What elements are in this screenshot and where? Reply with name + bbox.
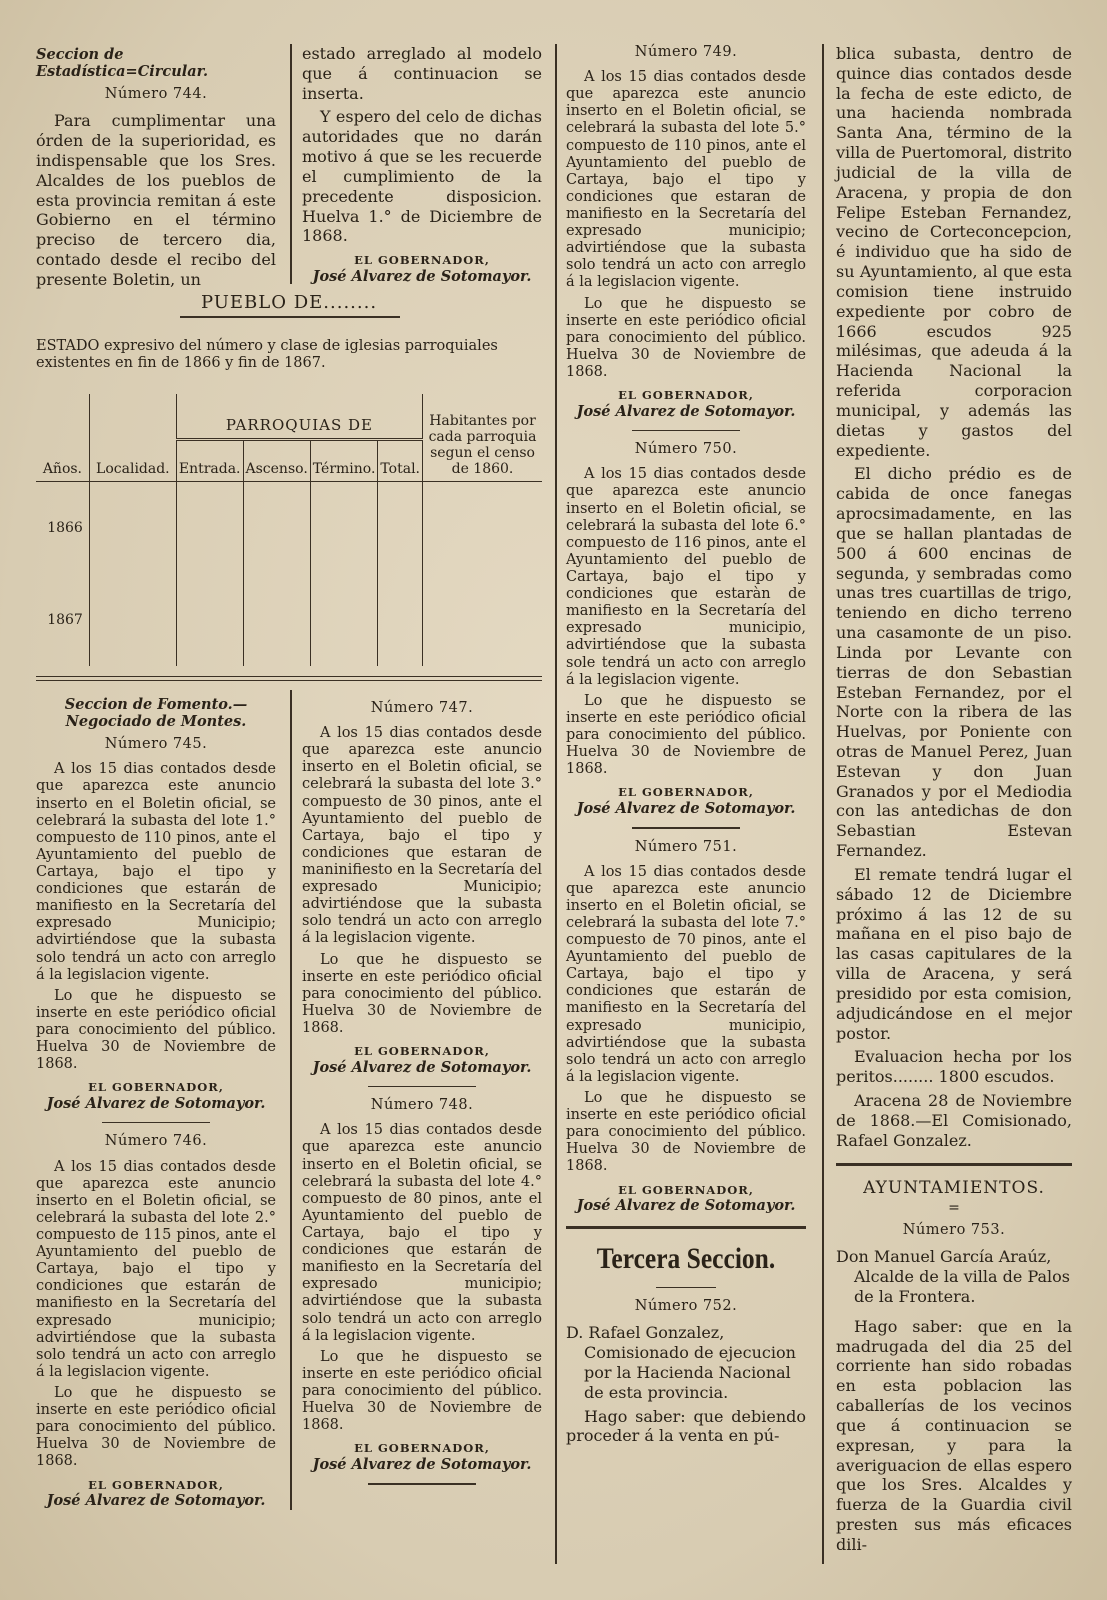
notice-text: Lo que he dispuesto se inserte en este periódico oficial para conocimiento del público. Huelva 30 de Noviembre de 1868. — [302, 951, 542, 1036]
column-rule — [290, 690, 292, 1510]
notice-text: Hago saber: que debiendo proceder á la venta en pú- — [566, 1406, 806, 1446]
governor-title: EL GOBERNADOR, — [618, 388, 754, 403]
governor-name: José Alvarez de Sotomayor. — [46, 1094, 266, 1112]
divider — [632, 827, 740, 829]
divider — [102, 1122, 210, 1124]
governor-title: EL GOBERNADOR, — [354, 1441, 490, 1456]
table-cell — [243, 574, 310, 666]
governor-name: José Alvarez de Sotomayor. — [576, 402, 796, 420]
table-bottom-rule — [36, 676, 542, 681]
table-cell — [243, 482, 310, 575]
notice-text: Lo que he dispuesto se inserte en este periódico oficial para conocimiento del público. Huelva 30 de Noviembre de 1868. — [566, 295, 806, 380]
divider — [368, 1483, 476, 1485]
section-divider — [836, 1163, 1072, 1166]
col-header-anos: Años. — [36, 394, 89, 482]
col-header-localidad: Localidad. — [89, 394, 176, 482]
governor-title: EL GOBERNADOR, — [88, 1080, 224, 1095]
column-4 — [836, 44, 1072, 1559]
divider — [632, 430, 740, 432]
governor-title: EL GOBERNADOR, — [88, 1477, 224, 1492]
column-2-bottom — [302, 694, 542, 1495]
table-cell — [89, 574, 176, 666]
section-title: Tercera Seccion. — [596, 1242, 776, 1276]
divider — [368, 1086, 476, 1088]
col-header-entrada: Entrada. — [176, 439, 243, 481]
table-cell — [310, 482, 378, 575]
notice-text: A los 15 dias contados desde que aparezca este anuncio inserto en el Boletin oficial, se celebrará la subasta del lote 2.° compuesto de 115 pinos, ante el Ayuntamiento del pueblo de Cartaya, bajo el tipo y condiciones que estarán de manifiesto en la Secretaría del expresado municipio; advirtiéndose que la subasta solo tendrá un acto con arreglo á la legislacion vigente. — [36, 1158, 276, 1380]
notice-number: Número 751. — [634, 838, 738, 855]
notice-text: A los 15 dias contados desde que aparezca este anuncio inserto en el Boletin oficial, se celebrará la subasta del lote 6.° compuesto de 116 pinos, ante el Ayuntamiento del pueblo de Cartaya, bajo el tipo y condiciones que estaràn de manifiesto en la Secretaría del expresado municipio, advirtiéndose que la subasta sole tendrá un acto con arreglo á la legislacion vigente. — [566, 466, 806, 688]
notice-text: A los 15 dias contados desde que aparezca este anuncio inserto en el Boletin oficial, se celebrará la subasta del lote 4.° compuesto de 80 pinos, ante el Ayuntamiento del pueblo de Cartaya, bajo el tipo y condiciones que estarán de manifiesto en la Secretaría del expresado municipio; advirtiéndose que la subasta solo tendrá un acto con arreglo á la legislacion vigente. — [302, 1122, 542, 1344]
governor-title: EL GOBERNADOR, — [618, 1182, 754, 1197]
section-divider — [566, 1226, 806, 1229]
notice-number: Número 747. — [370, 700, 474, 716]
governor-name: José Alvarez de Sotomayor. — [46, 1492, 266, 1510]
notice-number: Número 749. — [634, 44, 738, 60]
table-cell — [378, 482, 423, 575]
notice-text: estado arreglado al modelo que á continuacion se inserta. — [302, 44, 542, 103]
notice-text: Lo que he dispuesto se inserte en este periódico oficial para conocimiento del público. Huelva 30 de Noviembre de 1868. — [36, 987, 276, 1073]
notice-text: El dicho prédio es de cabida de once fanegas aprocsimadamente, en las que se hallan plantadas de 500 á 600 encinas de segunda, y sembradas como unas tres cuartillas de trigo, teniendo en dicho terreno una casamonte de un piso. Linda por Levante con tierras de don Sebastian Esteban Fernandez, por el Norte con la ribera de las Huelvas, por Poniente con otras de Manuel Perez, Juan Estevan y don Juan Granados y por el Mediodia con las antedichas de don Sebastian Estevan Fernandez. — [836, 464, 1072, 861]
table-caption: ESTADO expresivo del número y clase de iglesias parroquiales existentes en fin de 1866 y fin de 1867. — [36, 338, 498, 372]
column-rule — [555, 44, 557, 1564]
section-heading: Seccion de Fomento.—Negociado de Montes. — [64, 696, 248, 731]
notice-text: Para cumplimentar una órden de la superioridad, es indispensable que los Sres. Alcaldes de los pueblos de esta provincia remitan á este Gobierno en el término preciso de tercero dia, contado desde el recibo del presente Boletin, un — [36, 111, 276, 289]
governor-name: José Alvarez de Sotomayor. — [576, 799, 796, 817]
divider — [656, 1287, 716, 1289]
column-1-bottom — [36, 694, 276, 1513]
notice-number: Número 753. — [902, 1222, 1006, 1239]
notice-number: Número 750. — [634, 441, 738, 458]
notice-text: Y espero del celo de dichas autoridades que no darán motivo á que se les recuerde el cumplimiento de la precedente disposicion. Huelva 1.° de Diciembre de 1868. — [302, 107, 542, 246]
notice-text: Hago saber: que en la madrugada del dia 25 del corriente han sido robadas en esta poblacion las caballerías de los vecinos que á continuacion se expresan, y para la averiguacion de ellas espero que los Sres. Alcaldes y fuerza de la Guardia civil presten sus más eficaces dili- — [836, 1316, 1072, 1554]
table-cell — [310, 574, 378, 666]
table-cell — [89, 482, 176, 575]
governor-name: José Alvarez de Sotomayor. — [312, 1058, 532, 1076]
section-title: AYUNTAMIENTOS. — [863, 1177, 1045, 1198]
table-title: PUEBLO DE........ — [200, 292, 378, 313]
notice-heading: D. Rafael Gonzalez, Comisionado de ejecucion por la Hacienda Nacional de esta provincia. — [566, 1323, 796, 1402]
column-rule — [822, 44, 824, 1564]
parishes-table — [36, 394, 542, 666]
notice-number: Número 748. — [370, 1097, 474, 1114]
table-cell — [423, 574, 542, 666]
notice-text: A los 15 dias contados desde que aparezca este anuncio inserto en el Boletin oficial, se celebrará la subasta del lote 7.° compuesto de 70 pinos, ante el Ayuntamiento del pueblo de Cartaya, bajo el tipo y condiciones que estarán de manifiesto en la Secretaría del expresado municipio, advirtiéndose que la subasta solo tendrá un acto con arreglo á la legislacion vigente. — [566, 863, 806, 1085]
governor-name: José Alvarez de Sotomayor. — [312, 1455, 532, 1473]
col-header-parroquias: PARROQUIAS DE — [176, 394, 422, 439]
notice-text: Evaluacion hecha por los peritos........ 1800 escudos. — [836, 1047, 1072, 1087]
notice-text: Lo que he dispuesto se inserte en este periódico oficial para conocimiento del público. Huelva 30 de Noviembre de 1868. — [302, 1348, 542, 1434]
notice-text: Lo que he dispuesto se inserte en este periódico oficial para conocimiento del público. Huelva 30 de Noviembre de 1868. — [566, 1090, 806, 1175]
notice-number: Número 746. — [104, 1133, 208, 1150]
col-header-ascenso: Ascenso. — [243, 439, 310, 481]
table-row — [36, 574, 542, 666]
notice-text: blica subasta, dentro de quince dias contados desde la fecha de este edicto, de una hacienda nombrada Santa Ana, término de la villa de Puertomoral, distrito judicial de la villa de Aracena, y propia de don Felipe Esteban Fernandez, vecino de Corteconcepcion, é individuo que ha sido de su Ayuntamiento, al que esta comision tiene instruido expediente por cobro de 1666 escudos 925 milésimas, que adeuda á la Hacienda Nacional la referida corporacion municipal, y además las dietas y gastos del expediente. — [836, 44, 1072, 460]
divider — [180, 316, 400, 318]
column-rule — [290, 44, 292, 284]
notice-heading: Don Manuel García Araúz, Alcalde de la villa de Palos de la Frontera. — [836, 1247, 1070, 1306]
notice-text: A los 15 dias contados desde que aparezca este anuncio inserto en el Boletin oficial, se celebrará la subasta del lote 5.° compuesto de 110 pinos, ante el Ayuntamiento del pueblo de Cartaya, bajo el tipo y condiciones que estaran de manifiesto en la Secretaría del expresado municipio; advirtiéndose que la subasta solo tendrá un acto con arreglo á la legislacion vigente. — [566, 69, 806, 291]
notice-text: Lo que he dispuesto se inserte en este periódico oficial para conocimiento del público. Huelva 30 de Noviembre de 1868. — [566, 692, 806, 778]
year-cell: 1866 — [47, 520, 83, 536]
section-heading: Seccion de Estadística=Circular. — [36, 46, 209, 81]
governor-name: José Alvarez de Sotomayor. — [312, 267, 532, 285]
notice-number: Número 744. — [104, 86, 208, 103]
notice-text: Aracena 28 de Noviembre de 1868.—El Comisionado, Rafael Gonzalez. — [836, 1091, 1072, 1150]
table-cell — [423, 482, 542, 575]
notice-text: Lo que he dispuesto se inserte en este periódico oficial para conocimiento del público. Huelva 30 de Noviembre de 1868. — [36, 1385, 276, 1470]
year-cell: 1867 — [47, 612, 83, 628]
notice-text: El remate tendrá lugar el sábado 12 de Diciembre próximo á las 12 de su mañana en el piso bajo de las casas capitulares de la villa de Aracena, y será presidido por esta comision, adjudicándose en el mejor postor. — [836, 864, 1072, 1043]
governor-title: EL GOBERNADOR, — [354, 1044, 490, 1059]
divider-mark: = — [948, 1199, 960, 1216]
column-3 — [566, 44, 806, 1450]
notice-text: A los 15 dias contados desde que aparezca este anuncio inserto en el Boletin oficial, se celebrará la subasta del lote 3.° compuesto de 30 pinos, ante el Ayuntamiento del pueblo de Cartaya, bajo el tipo y condiciones que estaran de maninifiesto en la Secretaría del expresado Municipio; advirtiéndose que la subasta solo tendrá un acto con arreglo á la legislacion vigente. — [302, 725, 542, 947]
col-header-termino: Término. — [310, 439, 378, 481]
table-cell — [378, 574, 423, 666]
notice-text: A los 15 dias contados desde que aparezca este anuncio inserto en el Boletin oficial, se celebrará la subasta del lote 1.° compuesto de 110 pinos, ante el Ayuntamiento del pueblo de Cartaya, bajo el tipo y condiciones que estarán de manifiesto en la Secretaría del expresado Municipio; advirtiéndose que la subasta solo tendrá un acto con arreglo á la legislacion vigente. — [36, 761, 276, 983]
governor-title: EL GOBERNADOR, — [618, 785, 754, 800]
col-header-total: Total. — [378, 439, 423, 481]
governor-title: EL GOBERNADOR, — [354, 253, 490, 268]
table-cell — [176, 574, 243, 666]
column-1-top — [36, 44, 276, 294]
table-cell — [176, 482, 243, 575]
governor-name: José Alvarez de Sotomayor. — [576, 1197, 796, 1215]
notice-number: Número 752. — [634, 1298, 738, 1315]
col-header-habitantes: Habitantes por cada parroquia segun el censo de 1860. — [423, 394, 542, 482]
column-2-top — [302, 44, 542, 289]
table-row — [36, 482, 542, 575]
notice-number: Número 745. — [104, 736, 208, 753]
